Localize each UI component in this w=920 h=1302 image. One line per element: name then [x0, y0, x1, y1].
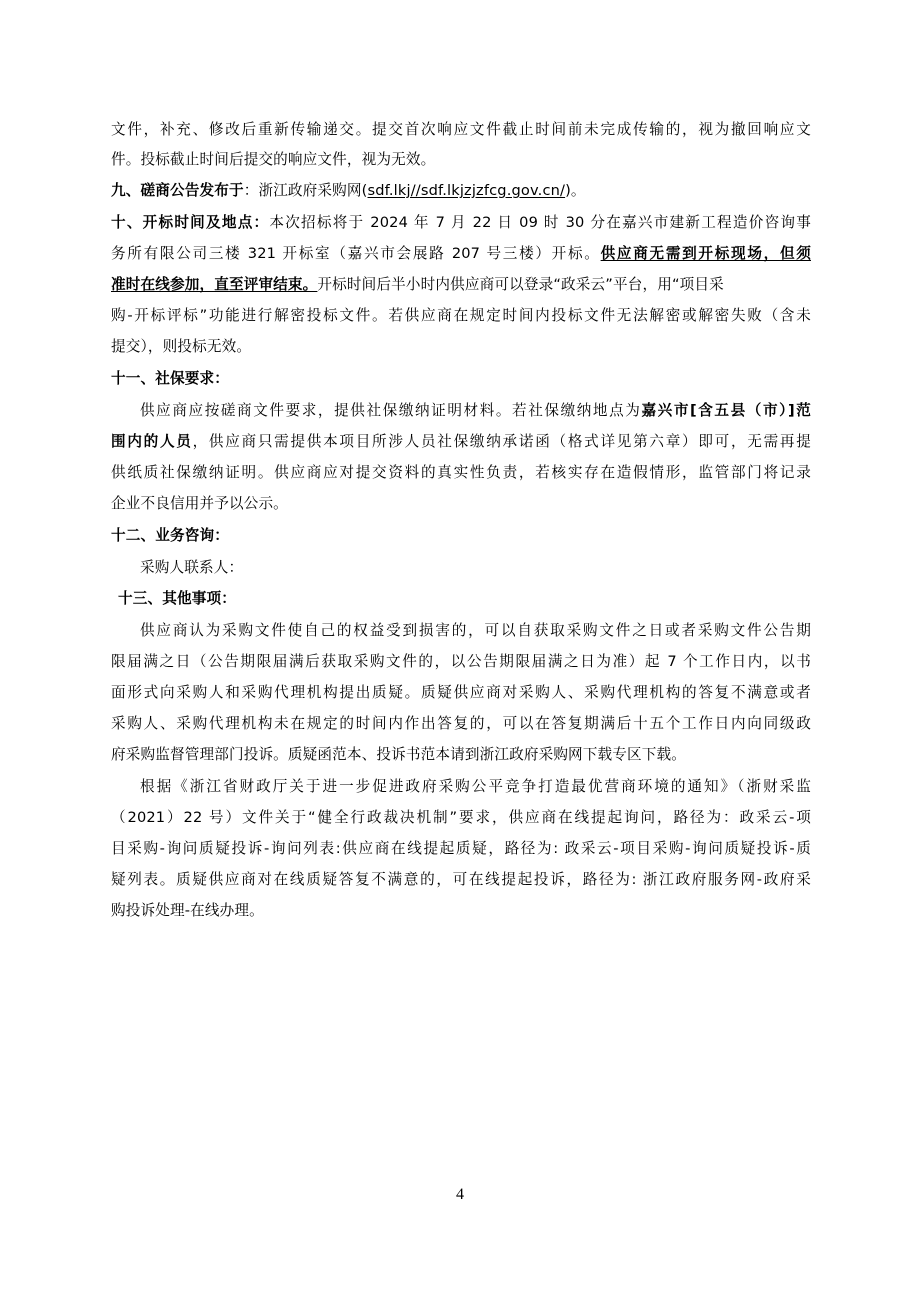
paragraph-line: 购-开标评标”功能进行解密投标文件。若供应商在规定时间内投标文件无法解密或解密失败（含未 [111, 307, 811, 324]
section-text: 开标时间后半小时内供应商可以登录“政采云”平台，用“项目采 [317, 276, 724, 293]
page-number: 4 [456, 1186, 464, 1203]
paragraph-line: 提交），则投标无效。 [111, 338, 252, 355]
section-heading: 九、磋商公告发布于 [111, 182, 244, 199]
paragraph-line: 企业不良信用并予以公示。 [111, 495, 288, 512]
paragraph-line [111, 275, 811, 295]
paragraph-line: 目采购-询问质疑投诉-询问列表:供应商在线提起质疑，路径为: 政采云-项目采购-询问质疑投诉-质 [111, 840, 811, 857]
section-text: ：浙江政府采购网( [243, 182, 368, 199]
paragraph-line: 件。投标截止时间后提交的响应文件，视为无效。 [111, 151, 436, 168]
paragraph-line: 根据《浙江省财政厅关于进一步促进政府采购公平竞争打造最优营商环境的通知》（浙财采监 [140, 778, 811, 795]
paragraph-line: 文件，补充、修改后重新传输递交。提交首次响应文件截止时间前未完成传输的，视为撤回响应文 [111, 121, 811, 138]
section-text: ，供应商只需提供本项目所涉人员社保缴纳承诺函（格式详见第六章）即可，无需再提 [192, 433, 811, 450]
paragraph-line [140, 401, 811, 421]
paragraph-line: 疑列表。质疑供应商对在线质疑答复不满意的，可在线提起投诉，路径为: 浙江政府服务网-政府采 [111, 871, 811, 888]
emphasis-text: 准时在线参加，直至评审结束。 [111, 276, 318, 293]
paragraph-line: 限届满之日（公告期限届满后获取采购文件的，以公告期限届满之日为准）起 7 个工作日内，以书 [111, 653, 811, 670]
paragraph-line: 供纸质社保缴纳证明。供应商应对提交资料的真实性负责，若核实存在造假情形，监管部门将记录 [111, 464, 811, 481]
paragraph-line: 采购人联系人： [140, 559, 244, 576]
website-link[interactable]: sdf.lkj//sdf.lkjzjzfcg.gov.cn/ [367, 182, 566, 199]
paragraph-line: 采购人、采购代理机构未在规定的时间内作出答复的，可以在答复期满后十五个工作日内向同级政 [111, 715, 811, 732]
paragraph-line [111, 244, 811, 264]
paragraph-line: 面形式向采购人和采购代理机构提出质疑。质疑供应商对采购人、采购代理机构的答复不满意或者 [111, 684, 811, 701]
emphasis-text: 围内的人员 [111, 433, 193, 450]
section-heading: 十一、社保要求： [111, 370, 229, 387]
paragraph-line [111, 432, 811, 452]
section-heading: 十、开标时间及地点： [111, 214, 270, 231]
paragraph-line: 府采购监督管理部门投诉。质疑函范本、投诉书范本请到浙江政府采购网下载专区下载。 [111, 746, 687, 763]
section-heading: 十三、其他事项： [118, 590, 236, 607]
section-heading: 十二、业务咨询： [111, 527, 229, 544]
section-9 [111, 181, 811, 201]
section-10 [111, 213, 811, 233]
emphasis-text: 供应商无需到开标现场，但须 [600, 245, 811, 262]
paragraph-line: 购投诉处理-在线办理。 [111, 902, 264, 919]
emphasis-text: 嘉兴市[含五县（市）]范 [641, 402, 811, 419]
section-text: )。 [565, 182, 586, 199]
paragraph-line: 供应商认为采购文件使自己的权益受到损害的，可以自获取采购文件之日或者采购文件公告期 [140, 622, 811, 639]
section-text: 供应商应按磋商文件要求，提供社保缴纳证明材料。若社保缴纳地点为 [140, 402, 642, 419]
paragraph-line: （2021）22 号）文件关于“健全行政裁决机制”要求，供应商在线提起询问，路径为：政采云-项 [111, 809, 811, 826]
section-text: 务所有限公司三楼 321 开标室（嘉兴市会展路 207 号三楼）开标。 [111, 245, 601, 262]
section-text: 本次招标将于 2024 年 7 月 22 日 09 时 30 分在嘉兴市建新工程造价咨询事 [269, 214, 811, 231]
